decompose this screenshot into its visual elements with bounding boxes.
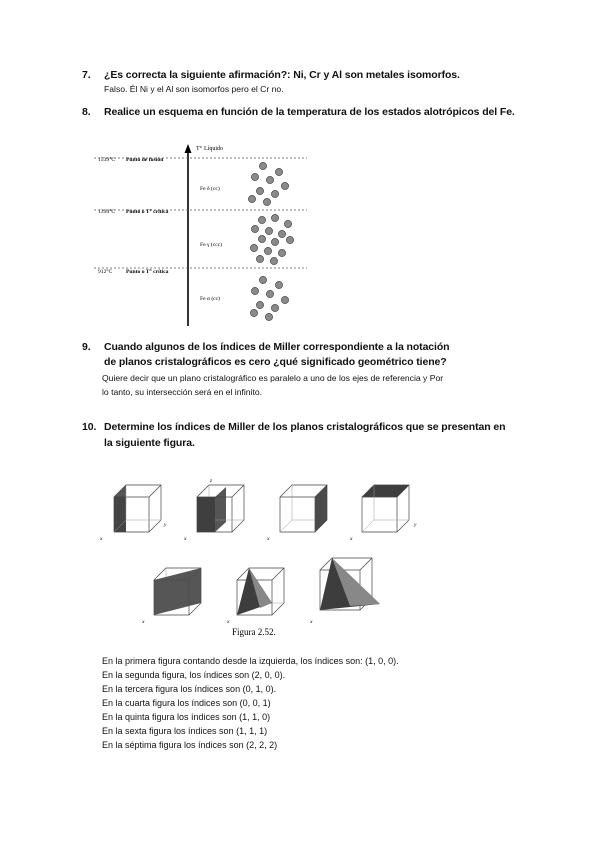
label-melting-point: Punto de fusión xyxy=(126,157,164,163)
cube-5 xyxy=(154,568,201,615)
axis-x-label-2: x xyxy=(184,536,187,542)
temp-1539: 1539°C xyxy=(98,157,116,163)
question-number: 7. xyxy=(82,69,91,81)
label-critical-1394: Punto o T° crítica xyxy=(126,209,169,215)
question-text: Realice un esquema en función de la temperatura de los estados alotrópicos del Fe. xyxy=(104,106,515,118)
fcc-gamma-atoms xyxy=(250,214,293,264)
temp-912: 912°C xyxy=(98,269,113,275)
question-number: 10. xyxy=(82,421,97,433)
axis-x-label-4: x xyxy=(350,536,353,542)
cube-6 xyxy=(237,568,284,615)
axis-label: T° xyxy=(196,146,203,152)
question-text-line1: Cuando algunos de los índices de Miller correspondiente a la notación xyxy=(104,341,450,353)
axis-arrow xyxy=(185,144,192,153)
question-text-line1: Determine los índices de Miller de los planos cristalográficos que se presentan en xyxy=(104,421,506,433)
cube-1 xyxy=(114,485,161,532)
cube-2 xyxy=(197,485,244,532)
cube-4 xyxy=(362,485,409,532)
phase-gamma: Fe γ (ccc) xyxy=(200,242,223,248)
question-7 xyxy=(82,69,460,81)
question-10-line2: la siguiente figura. xyxy=(104,437,195,449)
axis-z-label-2: z xyxy=(210,478,213,484)
phase-alpha: Fe α (cc) xyxy=(200,296,221,302)
bcc-delta-atoms xyxy=(248,162,288,205)
answer-10-line4: En la cuarta figura los índices son (0, 0, 1) xyxy=(102,698,271,708)
answer-10-line5: En la quinta figura los índices son (1, 1, 0) xyxy=(102,712,271,722)
axis-y-label-4: y xyxy=(414,522,417,528)
axis-x-label-6: x xyxy=(227,619,230,625)
question-number: 9. xyxy=(82,341,91,353)
axis-x-label-1: x xyxy=(100,536,103,542)
answer-10-line6: En la sexta figura los índices son (1, 1, 1) xyxy=(102,726,268,736)
question-number: 8. xyxy=(82,106,91,118)
temp-1394: 1394°C xyxy=(98,209,116,215)
answer-9-line2: lo tanto, su intersección será en el infinito. xyxy=(102,387,263,397)
iron-allotropes-diagram xyxy=(92,132,314,328)
bcc-alpha-atoms xyxy=(250,276,288,320)
question-9-line2: de planos cristalográficos es cero ¿qué significado geométrico tiene? xyxy=(104,356,447,368)
answer-9-line1: Quiere decir que un plano cristalográfico es paralelo a uno de los ejes de referencia y Por xyxy=(102,373,444,383)
axis-x-label-3: x xyxy=(267,536,270,542)
cube-3 xyxy=(280,485,327,532)
label-critical-912: Punto o T° crítica xyxy=(126,269,169,275)
question-text: ¿Es correcta la siguiente afirmación?: Ni, Cr y Al son metales isomorfos. xyxy=(104,69,460,81)
answer-10-line1: En la primera figura contando desde la izquierda, los índices son: (1, 0, 0). xyxy=(102,656,399,666)
answer-10-line3: En la tercera figura los índices son (0, 1, 0). xyxy=(102,684,277,694)
cube-7 xyxy=(320,558,380,610)
axis-x-label-5: x xyxy=(142,619,145,625)
question-9 xyxy=(82,341,450,353)
phase-liquid: Líquido xyxy=(204,146,223,152)
answer-10-line7: En la séptima figura los índices son (2, 2, 2) xyxy=(102,740,278,750)
miller-planes-figure xyxy=(92,470,422,650)
phase-delta: Fe δ (cc) xyxy=(200,186,220,192)
figure-caption: Figura 2.52. xyxy=(232,627,276,637)
answer-7: Falso. Él Ni y el Al son isomorfos pero el Cr no. xyxy=(104,84,284,94)
axis-y-label-1: y xyxy=(164,522,167,528)
answer-10-line2: En la segunda figura, los índices son (2, 0, 0). xyxy=(102,670,286,680)
question-8 xyxy=(82,106,515,118)
axis-x-label-7: x xyxy=(310,619,313,625)
question-10 xyxy=(82,421,505,433)
